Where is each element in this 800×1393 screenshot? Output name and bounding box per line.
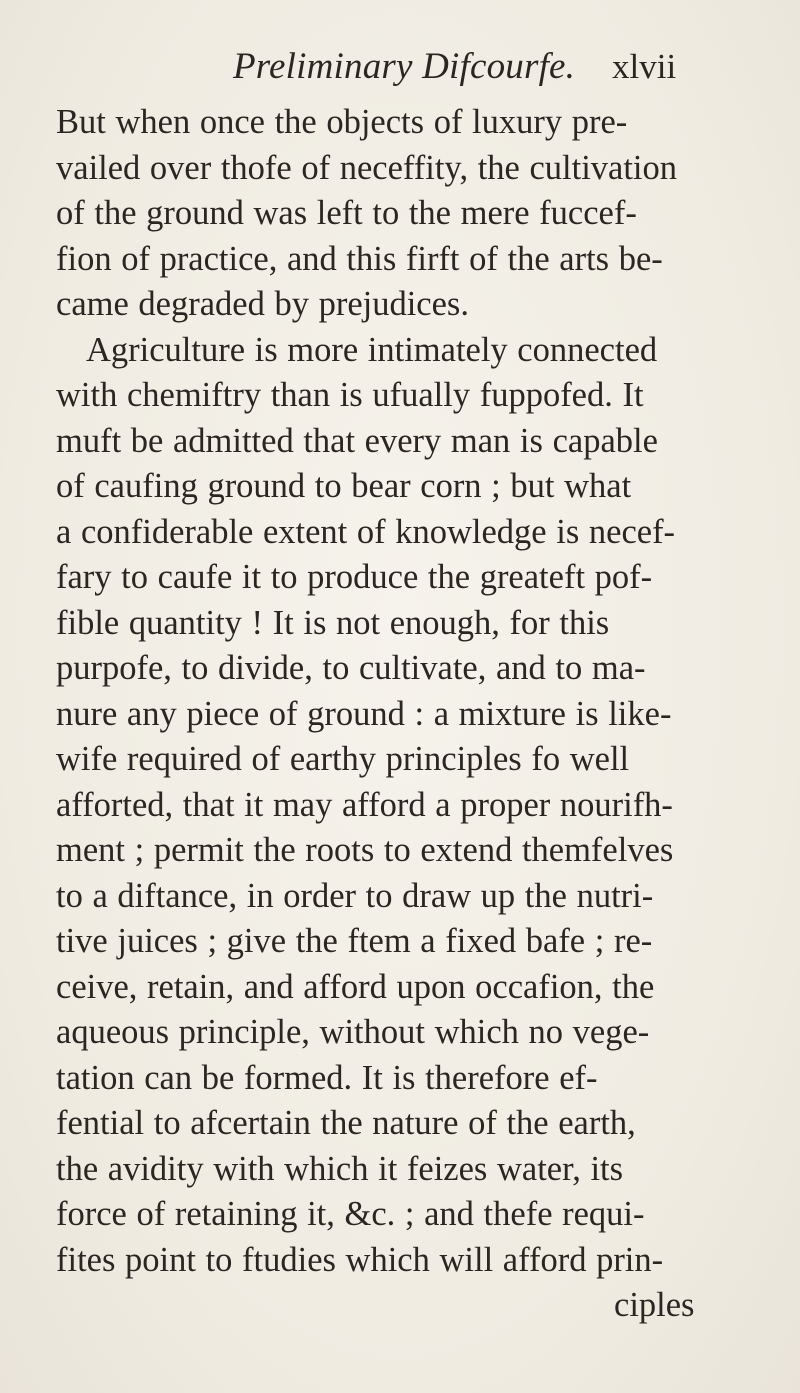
text-line: to a diftance, in order to draw up the nutri-	[56, 876, 654, 915]
text-line: fential to afcertain the nature of the earth,	[56, 1104, 636, 1142]
text-line: with chemiftry than is ufually fuppofed. It	[56, 376, 644, 414]
text-line: fible quantity ! It is not enough, for this	[56, 603, 610, 642]
text-line: But when once the objects of luxury pre-	[56, 103, 628, 141]
text-line: came degraded by prejudices.	[56, 285, 469, 323]
text-line: tation can be formed. It is therefore ef-	[56, 1058, 598, 1097]
running-head	[0, 42, 800, 92]
page-number: xlvii	[612, 47, 677, 86]
text-line: vailed over thofe of neceffity, the cultivation	[56, 148, 678, 187]
text-line: of the ground was left to the mere fuccef-	[56, 194, 637, 232]
text-line: a confiderable extent of knowledge is necef-	[56, 512, 676, 551]
paragraph-start-line: Agriculture is more intimately connected	[86, 330, 658, 369]
text-line: ceive, retain, and afford upon occafion, the	[56, 967, 655, 1006]
text-line: force of retaining it, &c. ; and thefe requi-	[56, 1195, 645, 1233]
running-head-title: Preliminary Difcourfe.	[233, 46, 576, 87]
text-line: the avidity with which it feizes water, its	[56, 1149, 624, 1188]
text-line: fites point to ftudies which will afford prin-	[56, 1240, 664, 1279]
text-line: fion of practice, and this firft of the arts be-	[56, 239, 663, 278]
text-line: muft be admitted that every man is capable	[56, 421, 658, 460]
text-line: fary to caufe it to produce the greateft pof-	[56, 558, 653, 596]
text-line: nure any piece of ground : a mixture is like-	[56, 694, 672, 733]
text-line: ment ; permit the roots to extend themfelves	[56, 831, 674, 869]
text-line: of caufing ground to bear corn ; but what	[56, 467, 632, 505]
text-line: wife required of earthy principles fo well	[56, 740, 630, 778]
text-line: purpofe, to divide, to cultivate, and to ma-	[56, 649, 646, 687]
catchword: ciples	[614, 1286, 695, 1324]
text-line: aqueous principle, without which no vege-	[56, 1013, 650, 1051]
text-line: afforted, that it may afford a proper nourifh-	[56, 785, 673, 824]
text-line: tive juices ; give the ftem a fixed bafe ; re-	[56, 922, 653, 960]
